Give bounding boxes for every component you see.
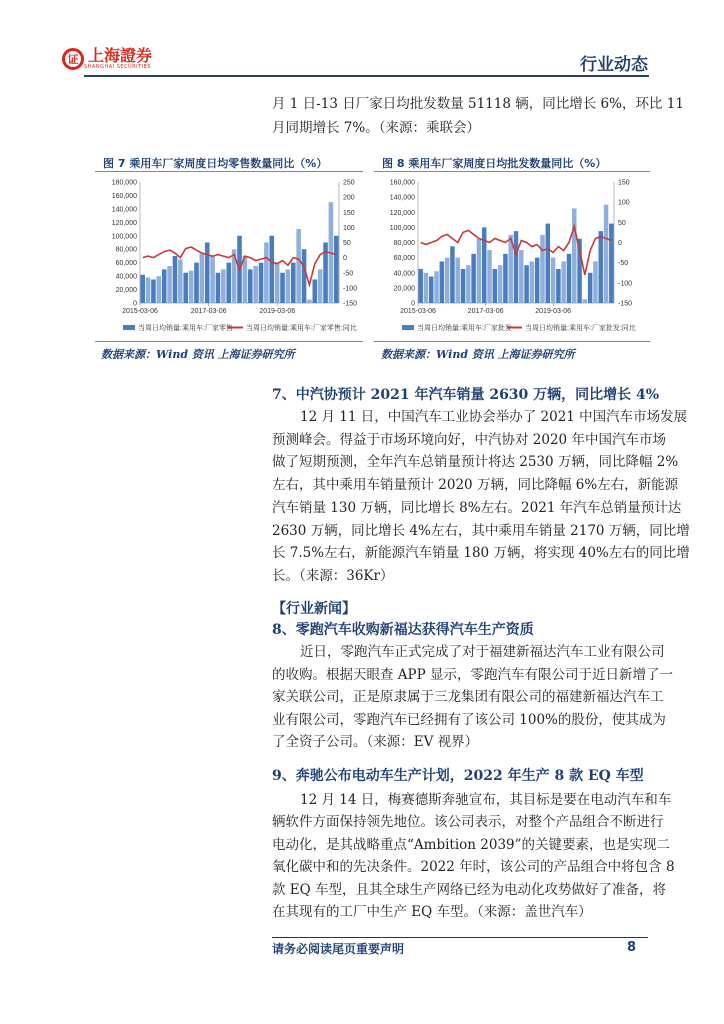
figure-8-title: 图 8 乘用车厂家周度日均批发数量同比（%） (382, 157, 607, 170)
legend-line-label: 当周日均销量:乘用车:厂家零售:同比 (246, 325, 357, 332)
y-left-tick-label: 20,000 (393, 285, 415, 293)
bar (173, 256, 178, 303)
bar (609, 224, 613, 303)
footer-divider (272, 937, 648, 938)
bar (440, 261, 444, 303)
bar (334, 236, 339, 303)
footer-disclaimer: 请务必阅读尾页重要声明 (272, 942, 405, 956)
bar (450, 246, 454, 303)
legend-bar-swatch (123, 325, 135, 330)
bar (445, 258, 449, 303)
y-right-tick-label: 0 (618, 240, 622, 247)
bar (461, 269, 465, 303)
bar (318, 269, 323, 303)
bar (253, 266, 258, 303)
bar (264, 243, 269, 304)
bar (546, 224, 550, 303)
intro-line: 月同期增长 7%。（来源：乘联会） (272, 120, 480, 136)
bar (286, 269, 291, 303)
bar (146, 277, 151, 303)
bar (424, 273, 428, 303)
paragraph-line: 了全资子公司。（来源：EV 视界） (272, 734, 479, 750)
y-left-tick-label: 100,000 (389, 224, 415, 232)
y-left-tick-label: 60,000 (115, 260, 137, 268)
figure-7-source: 数据来源：Wind 资讯 上海证券研究所 (101, 348, 295, 361)
y-right-tick-label: 150 (343, 209, 355, 217)
logo-text: 上海證券 (88, 46, 153, 65)
paragraph-line: 近日，零跑汽车正式完成了对于福建新福达汽车工业有限公司 (300, 644, 665, 660)
bar (514, 231, 518, 303)
x-tick-label: 2019-03-06 (535, 308, 572, 315)
bar (535, 258, 539, 303)
bar (178, 259, 183, 303)
header-divider (84, 75, 649, 77)
bar (269, 236, 274, 303)
legend-bar-label: 当周日均销量:乘用车:厂家批发 (417, 325, 512, 332)
bar (540, 235, 544, 303)
bar (243, 256, 248, 303)
y-right-tick-label: 200 (343, 194, 355, 202)
figure-7-chart (95, 172, 365, 340)
figure-rule (374, 341, 650, 342)
section-9-heading: 9、奔驰公布电动车生产计划，2022 年生产 8 款 EQ 车型 (272, 768, 644, 784)
bar (551, 258, 555, 303)
bar (493, 269, 497, 303)
paragraph-line: 12 月 11 日，中国汽车工业协会举办了 2021 中国汽车市场发展 (300, 409, 688, 425)
y-right-tick-label: 100 (618, 199, 630, 207)
bar (167, 266, 172, 303)
y-right-tick-label: 0 (343, 255, 347, 263)
y-left-tick-label: 0 (133, 300, 137, 308)
y-left-tick-label: 20,000 (115, 287, 137, 295)
bar (583, 299, 587, 303)
bar (189, 271, 194, 303)
figure-7-title: 图 7 乘用车厂家周度日均零售数量同比（%） (103, 157, 328, 170)
bar (296, 229, 301, 303)
bar (556, 269, 560, 303)
bar (313, 279, 318, 303)
bar (561, 261, 565, 303)
section-7-heading: 7、中汽协预计 2021 年汽车销量 2630 万辆，同比增长 4% (272, 387, 660, 403)
bar (604, 205, 608, 303)
bar (194, 263, 199, 303)
bar (477, 239, 481, 303)
paragraph-line: 长。（来源：36Kr） (272, 567, 394, 584)
bar (455, 258, 459, 303)
bar (503, 254, 507, 303)
bar (466, 265, 470, 303)
paragraph-line: 辆软件方面保持领先地位。该公司表示，对整个产品组合不断进行 (272, 814, 664, 831)
y-right-tick-label: -50 (618, 260, 629, 268)
bar (205, 243, 210, 304)
y-right-tick-label: 50 (618, 219, 626, 227)
bar (200, 253, 205, 303)
x-tick-label: 2015-03-06 (400, 308, 436, 315)
section-type: 行业动态 (580, 55, 648, 75)
paragraph-line: 左右，其中乘用车销量预计 2020 万辆，同比降幅 6%左右，新能源 (272, 477, 679, 494)
bar (599, 231, 603, 303)
intro-line: 月 1 日-13 日厂家日均批发数量 51118 辆，同比增长 6%，环比 11 (272, 96, 684, 112)
bar (291, 263, 296, 303)
bar (482, 227, 486, 303)
y-right-tick-label: -50 (343, 270, 354, 278)
paragraph-line: 在其现有的工厂中生产 EQ 车型。（来源：盖世汽车） (272, 904, 592, 920)
legend-bar-swatch (402, 325, 414, 330)
legend-line-label: 当周日均销量:乘用车:厂家批发:同比 (525, 325, 636, 332)
paragraph-line: 电动化，是其战略重点“Ambition 2039”的关键要素，也是实现二 (272, 836, 671, 853)
bar (498, 265, 502, 303)
y-right-tick-label: -100 (343, 285, 358, 293)
bar (418, 269, 422, 303)
paragraph-line: 汽车销量 130 万辆，同比增长 8%左右。2021 年汽车总销量预计达 (272, 499, 682, 516)
bar (429, 277, 433, 303)
y-right-tick-label: 250 (343, 179, 355, 187)
bar (567, 254, 571, 303)
bar (216, 273, 221, 303)
y-left-tick-label: 140,000 (111, 206, 137, 214)
y-left-tick-label: 140,000 (389, 194, 415, 202)
y-left-tick-label: 180,000 (111, 179, 137, 187)
bar (572, 208, 576, 303)
paragraph-line: 2630 万辆，同比增长 4%左右，其中乘用车销量 2170 万辆，同比增 (272, 522, 690, 539)
y-right-tick-label: -150 (343, 300, 358, 308)
bar (307, 300, 312, 303)
figure-8-source: 数据来源：Wind 资讯 上海证券研究所 (381, 348, 575, 361)
y-right-tick-label: 50 (343, 240, 351, 247)
paragraph-line: 业有限公司，零跑汽车已经拥有了该公司 100%的股份，使其成为 (272, 711, 666, 728)
paragraph-line: 家关联公司，正是原隶属于三龙集团有限公司的福建新福达汽车工 (272, 689, 664, 705)
bar (248, 269, 253, 303)
x-tick-label: 2017-03-06 (467, 308, 504, 315)
bar (519, 250, 523, 303)
y-left-tick-label: 120,000 (389, 209, 415, 217)
paragraph-line: 长 7.5%左右，新能源汽车销量 180 万辆，将实现 40%左右的同比增 (272, 545, 690, 562)
bar (471, 254, 475, 303)
bar (151, 279, 156, 303)
bar (302, 249, 307, 303)
y-right-tick-label: 150 (618, 179, 630, 187)
bar (157, 276, 162, 303)
paragraph-line: 预测峰会。得益于市场环境向好，中汽协对 2020 年中国汽车市场 (272, 431, 666, 448)
y-left-tick-label: 120,000 (111, 219, 137, 227)
figure-rule (95, 341, 363, 342)
bar (434, 271, 438, 303)
bar (221, 269, 226, 303)
y-right-tick-label: 100 (343, 224, 355, 232)
bar (524, 265, 528, 303)
bar (593, 261, 597, 303)
logo-emblem-icon: 证 (62, 48, 84, 70)
paragraph-line: 的收购。根据天眼查 APP 显示，零跑汽车有限公司于近日新增了一 (272, 666, 673, 683)
bar (210, 256, 215, 303)
y-left-tick-label: 80,000 (393, 240, 415, 247)
y-left-tick-label: 0 (411, 300, 415, 308)
paragraph-line: 做了短期预测，全年汽车总销量预计将达 2530 万辆，同比降幅 2% (272, 454, 679, 471)
y-left-tick-label: 160,000 (389, 179, 415, 187)
section-8-heading: 8、零跑汽车收购新福达获得汽车生产资质 (272, 622, 534, 638)
y-left-tick-label: 60,000 (393, 255, 415, 263)
bar (530, 261, 534, 303)
bar (183, 273, 188, 303)
bar (259, 263, 264, 303)
y-left-tick-label: 80,000 (115, 246, 137, 254)
y-left-tick-label: 160,000 (111, 192, 137, 200)
paragraph-line: 氧化碳中和的先决条件。2022 年时，该公司的产品组合中将包含 8 (272, 859, 675, 876)
bar (226, 263, 231, 303)
bar (487, 250, 491, 303)
page-number: 8 (627, 940, 637, 955)
y-left-tick-label: 40,000 (115, 273, 137, 281)
figure-8-chart (374, 172, 650, 340)
paragraph-line: 12 月 14 日，梅赛德斯奔驰宣布，其目标是要在电动汽车和车 (300, 792, 672, 808)
bar (280, 273, 285, 303)
y-right-tick-label: -100 (618, 280, 633, 288)
bar (588, 273, 592, 303)
y-left-tick-label: 40,000 (393, 270, 415, 278)
bar (275, 263, 280, 303)
news-label: 【行业新闻】 (272, 601, 356, 617)
legend-bar-label: 当周日均销量:乘用车:厂家零售 (138, 325, 233, 332)
x-tick-label: 2019-03-06 (259, 308, 296, 315)
x-tick-label: 2017-03-06 (190, 308, 227, 315)
y-left-tick-label: 100,000 (111, 233, 137, 241)
bar (140, 275, 145, 303)
logo (62, 48, 152, 70)
x-tick-label: 2015-03-06 (122, 308, 158, 315)
y-right-tick-label: -150 (618, 300, 633, 308)
bar (162, 269, 167, 303)
logo-subtext: SHANGHAI SECURITIES (84, 64, 152, 70)
paragraph-line: 款 EQ 车型，且其全球生产网络已经为电动化攻势做好了准备，将 (272, 881, 667, 898)
